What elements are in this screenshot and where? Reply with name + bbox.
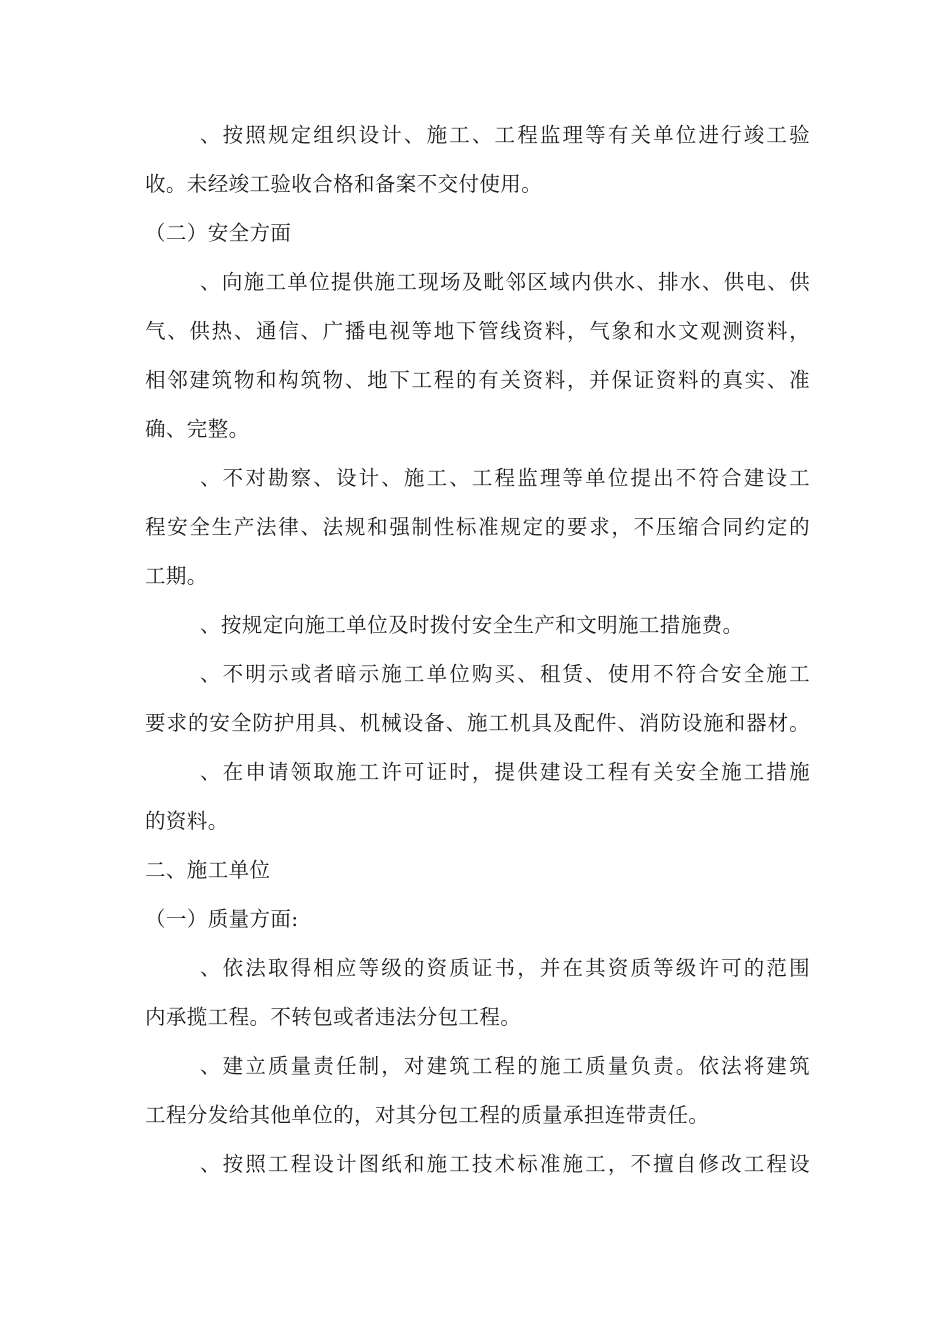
text-line: 、建立质量责任制，对建筑工程的施工质量负责。依法将建筑 bbox=[200, 1054, 810, 1078]
text-line: 工程分发给其他单位的，对其分包工程的质量承担连带责任。 bbox=[145, 1103, 710, 1127]
text-line: 确、完整。 bbox=[145, 417, 250, 441]
text-line: 内承揽工程。不转包或者违法分包工程。 bbox=[145, 1005, 522, 1029]
text-line: 、不明示或者暗示施工单位购买、租赁、使用不符合安全施工 bbox=[200, 662, 810, 686]
text-line: 要求的安全防护用具、机械设备、施工机具及配件、消防设施和器材。 bbox=[145, 711, 810, 735]
text-line: 、按规定向施工单位及时拨付安全生产和文明施工措施费。 bbox=[200, 613, 744, 637]
text-line: 的资料。 bbox=[145, 809, 229, 833]
text-line: 相邻建筑物和构筑物、地下工程的有关资料，并保证资料的真实、准 bbox=[145, 368, 810, 392]
text-line: 、按照工程设计图纸和施工技术标准施工，不擅自修改工程设 bbox=[200, 1152, 810, 1176]
text-line: 、依法取得相应等级的资质证书，并在其资质等级许可的范围 bbox=[200, 956, 810, 980]
text-line: 气、供热、通信、广播电视等地下管线资料，气象和水文观测资料， bbox=[145, 319, 810, 343]
section-heading: （一）质量方面: bbox=[145, 907, 299, 931]
text-line: 收。未经竣工验收合格和备案不交付使用。 bbox=[145, 172, 543, 196]
text-line: 、按照规定组织设计、施工、工程监理等有关单位进行竣工验 bbox=[200, 123, 810, 147]
text-line: 、向施工单位提供施工现场及毗邻区域内供水、排水、供电、供 bbox=[200, 270, 810, 294]
section-heading: （二）安全方面 bbox=[145, 221, 292, 245]
section-heading: 二、施工单位 bbox=[145, 858, 271, 882]
text-line: 、在申请领取施工许可证时，提供建设工程有关安全施工措施 bbox=[200, 760, 810, 784]
text-line: 程安全生产法律、法规和强制性标准规定的要求，不压缩合同约定的 bbox=[145, 515, 810, 539]
text-line: 、不对勘察、设计、施工、工程监理等单位提出不符合建设工 bbox=[200, 466, 810, 490]
text-line: 工期。 bbox=[145, 564, 208, 588]
